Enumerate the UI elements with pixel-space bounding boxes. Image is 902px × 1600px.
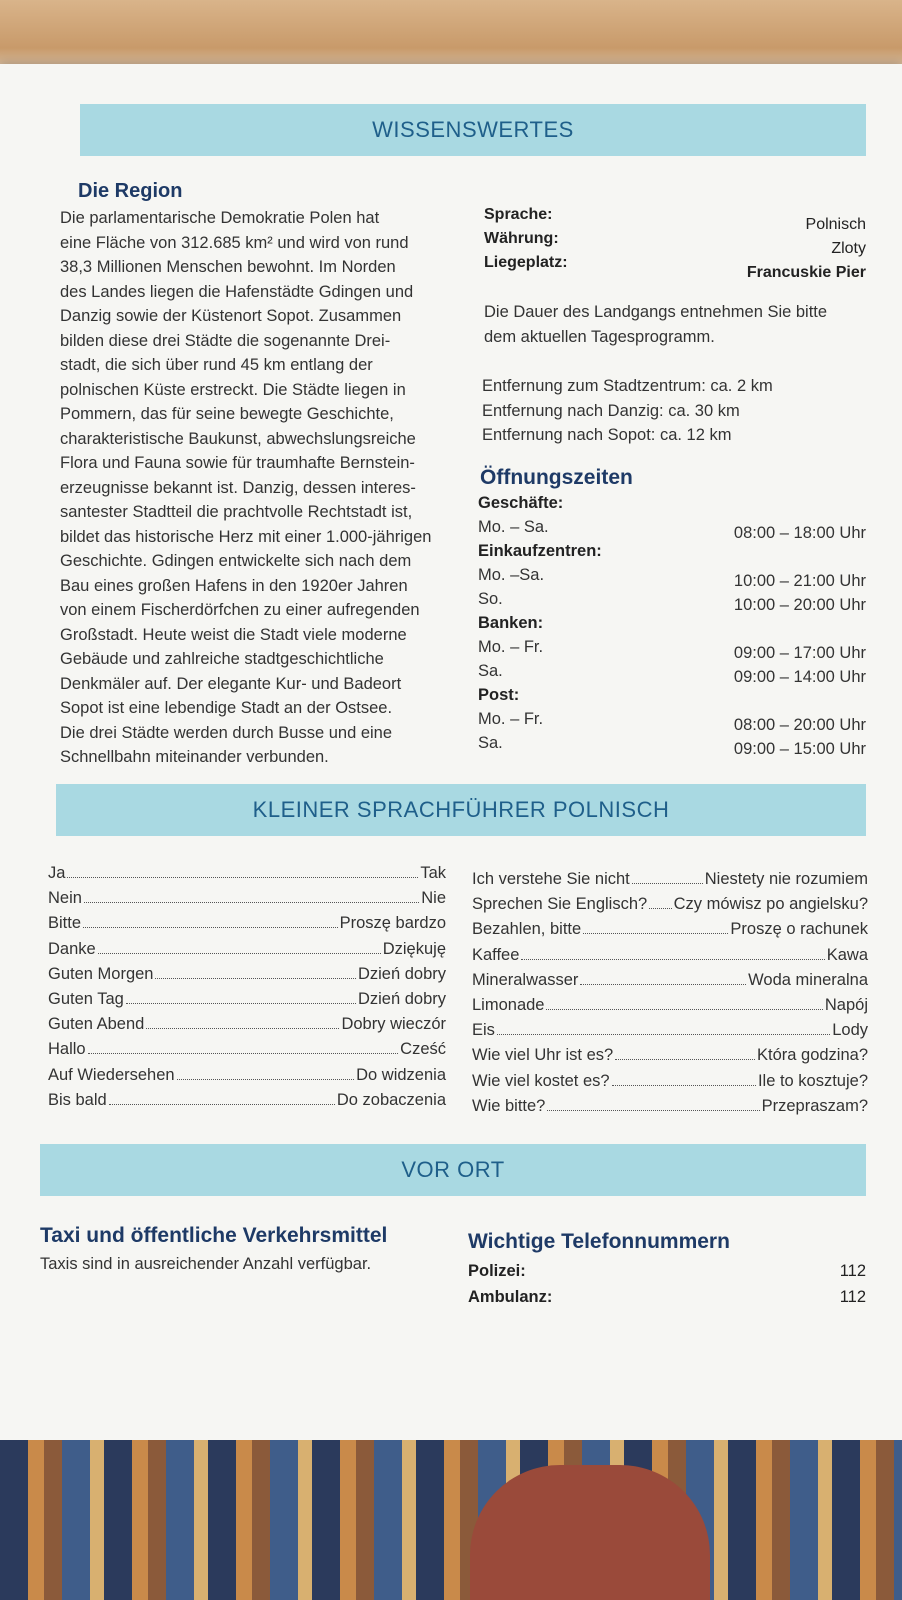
phrase-row	[472, 920, 868, 939]
region-text-line: Großstadt. Heute weist die Stadt viele moderne	[60, 625, 407, 644]
dot-leader	[109, 1104, 335, 1105]
sprache-value: Polnisch	[805, 216, 866, 233]
region-text-line: Schnellbahn miteinander verbunden.	[60, 748, 329, 766]
phrase-row	[48, 1040, 446, 1059]
phrase-polish: Lody	[832, 1021, 868, 1040]
hours-time: 09:00 – 14:00 Uhr	[733, 668, 866, 686]
dot-leader	[546, 1009, 822, 1010]
phrase-german: Guten Morgen	[48, 964, 154, 983]
phrase-row	[48, 889, 446, 908]
sprache-label: Sprache:	[484, 206, 553, 223]
hours-days: Sa.	[478, 662, 503, 680]
phrase-german: Wie viel kostet es?	[472, 1071, 610, 1090]
phrase-polish: Czy mówisz po angielsku?	[673, 895, 868, 914]
hours-row	[478, 662, 866, 686]
phrase-polish: Cześć	[400, 1040, 446, 1059]
dot-leader	[98, 953, 381, 954]
dot-leader	[155, 978, 355, 979]
hours-time: 10:00 – 21:00 Uhr	[733, 572, 866, 590]
region-text-line: Geschichte. Gdingen entwickelte sich nach dem	[60, 552, 412, 570]
phrase-polish: Dziękuję	[382, 939, 446, 958]
region-text-line: Danzig sowie der Küstenort Sopot. Zusammen	[60, 307, 402, 325]
region-text-line: santester Stadtteil die prachtvolle Rechtstadt ist,	[60, 503, 413, 521]
region-text-line: stadt, die sich über rund 45 km entlang der	[60, 356, 373, 374]
dot-leader	[146, 1028, 339, 1029]
phrase-polish: Dzień dobry	[357, 990, 446, 1008]
phrase-polish: Tak	[420, 864, 446, 882]
phrase-row	[48, 965, 446, 984]
phrase-row	[472, 870, 868, 889]
hours-row	[478, 710, 866, 734]
region-text-line: Die parlamentarische Demokratie Polen hat	[60, 209, 380, 227]
region-text-line: charakteristische Baukunst, abwechslungsreiche	[60, 429, 416, 448]
dot-leader	[126, 1003, 356, 1004]
region-title: Die Region	[78, 180, 183, 202]
phones-title: Wichtige Telefonnummern	[468, 1230, 730, 1253]
phrase-row	[48, 1091, 446, 1110]
phrase-german: Guten Abend	[48, 1015, 145, 1034]
phrase-row	[472, 895, 868, 914]
dot-leader	[612, 1085, 756, 1086]
phrase-german: Ja	[48, 864, 66, 882]
entfernung-list	[482, 374, 864, 448]
region-text-line: bildet das historische Herz mit einer 1.000-jährigen	[60, 527, 432, 546]
dot-leader	[83, 927, 338, 928]
phrase-polish: Woda mineralna	[748, 970, 868, 989]
phrase-polish: Kawa	[826, 945, 868, 964]
phrase-row	[48, 1015, 446, 1034]
phrase-german: Guten Tag	[48, 990, 124, 1008]
foot-photo	[470, 1465, 710, 1600]
section-header-wissenswertes: WISSENSWERTES	[80, 104, 866, 156]
hours-time: 09:00 – 15:00 Uhr	[733, 740, 866, 758]
phrase-polish: Dzień dobry	[357, 964, 446, 983]
phrase-german: Wie bitte?	[472, 1096, 546, 1115]
dot-leader	[615, 1059, 755, 1060]
dot-leader	[632, 883, 703, 884]
hours-days: So.	[478, 590, 503, 608]
hours-days: Mo. –Sa.	[478, 566, 545, 584]
phrase-polish: Ile to kosztuje?	[757, 1071, 868, 1090]
phrase-row	[472, 971, 868, 990]
region-text-line: Pommern, das für seine bewegte Geschichte,	[60, 405, 394, 423]
region-text-line: eine Fläche von 312.685 km² und wird von rund	[60, 233, 409, 252]
liegeplatz-value: Francuskie Pier	[746, 264, 866, 281]
phrase-german: Danke	[48, 939, 96, 958]
phrase-row	[48, 940, 446, 959]
hours-days: Mo. – Sa.	[478, 518, 549, 536]
phrase-row	[472, 1021, 868, 1040]
info-waehrung	[484, 230, 866, 257]
region-text-line: bilden diese drei Städte die sogenannte Drei-	[60, 331, 391, 350]
region-text-line: Flora und Fauna sowie für traumhafte Bernstein-	[60, 454, 415, 472]
phrase-row	[48, 864, 446, 883]
hours-row	[478, 566, 866, 590]
phrase-german: Hallo	[48, 1040, 86, 1059]
phrase-polish: Proszę o rachunek	[730, 920, 868, 939]
region-text-line: polnischen Küste erstreckt. Die Städte liegen in	[60, 380, 406, 399]
region-text-line: 38,3 Millionen Menschen bewohnt. Im Norden	[60, 258, 396, 276]
phrase-german: Bitte	[48, 914, 82, 933]
waehrung-value: Zloty	[831, 240, 866, 257]
polizei-label: Polizei:	[468, 1262, 526, 1280]
region-text-line: Die drei Städte werden durch Busse und eine	[60, 723, 393, 742]
landgang-text	[484, 300, 866, 349]
phone-ambulanz	[468, 1288, 866, 1307]
region-text-line: Denkmäler auf. Der elegante Kur- und Badeort	[60, 674, 402, 693]
hours-time: 08:00 – 20:00 Uhr	[733, 716, 866, 734]
dot-leader	[497, 1034, 830, 1035]
hours-row	[478, 734, 866, 758]
hours-group-label: Einkaufzentren:	[478, 542, 602, 560]
ambulanz-value: 112	[839, 1288, 866, 1306]
phrase-row	[48, 990, 446, 1009]
phrase-row	[48, 914, 446, 933]
region-text-line: des Landes liegen die Hafenstädte Gdingen und	[60, 282, 414, 301]
region-text-line: erzeugnisse bekannt ist. Danzig, dessen interes-	[60, 478, 416, 497]
phrase-polish: Do widzenia	[356, 1065, 446, 1084]
dot-leader	[84, 902, 419, 903]
phrase-polish: Nie	[421, 889, 446, 908]
phrase-polish: Która godzina?	[757, 1046, 868, 1065]
phrase-row	[472, 996, 868, 1015]
region-text-line: Sopot ist eine lebendige Stadt an der Ostsee.	[60, 699, 393, 717]
waehrung-label: Währung:	[484, 230, 559, 247]
entfernung-line: Entfernung nach Sopot: ca. 12 km	[482, 426, 732, 444]
hours-group-label: Banken:	[478, 614, 544, 632]
region-text-line: Bau eines großen Hafens in den 1920er Jahren	[60, 576, 408, 595]
region-text-line: von einem Fischerdörfchen zu einer aufregenden	[60, 601, 420, 619]
dot-leader	[649, 908, 671, 909]
hours-days: Mo. – Fr.	[478, 638, 544, 656]
info-sprache	[484, 206, 866, 233]
hours-row	[478, 518, 866, 542]
info-liegeplatz	[484, 254, 866, 281]
section-header-sprachfuehrer: KLEINER SPRACHFÜHRER POLNISCH	[56, 784, 866, 836]
region-text-line: Gebäude und zahlreiche stadtgeschichtliche	[60, 650, 384, 668]
taxi-title: Taxi und öffentliche Verkehrsmittel	[40, 1224, 388, 1247]
phrase-german: Mineralwasser	[472, 970, 579, 989]
phrase-german: Limonade	[472, 996, 545, 1014]
phrase-polish: Do zobaczenia	[336, 1090, 446, 1109]
taxi-text: Taxis sind in ausreichender Anzahl verfügbar.	[40, 1255, 372, 1273]
dot-leader	[583, 933, 728, 934]
dot-leader	[547, 1110, 759, 1111]
phrase-german: Wie viel Uhr ist es?	[472, 1046, 614, 1065]
section-header-vor-ort: VOR ORT	[40, 1144, 866, 1196]
polizei-value: 112	[839, 1262, 866, 1280]
hours-time: 09:00 – 17:00 Uhr	[733, 644, 866, 662]
phrase-row	[48, 1066, 446, 1085]
hours-days: Mo. – Fr.	[478, 710, 544, 728]
hours-time: 08:00 – 18:00 Uhr	[733, 524, 866, 542]
phrase-german: Sprechen Sie Englisch?	[472, 895, 648, 914]
entfernung-line: Entfernung nach Danzig: ca. 30 km	[482, 401, 740, 420]
liegeplatz-label: Liegeplatz:	[484, 254, 568, 271]
region-text	[60, 206, 460, 770]
phrase-polish: Proszę bardzo	[339, 914, 446, 933]
fabric-background	[0, 1440, 902, 1600]
phrase-german: Kaffee	[472, 945, 520, 964]
phrase-german: Eis	[472, 1021, 495, 1040]
phrase-german: Bezahlen, bitte	[472, 920, 582, 939]
dot-leader	[67, 877, 418, 878]
phrase-german: Nein	[48, 889, 82, 908]
dot-leader	[521, 959, 824, 960]
phrase-polish: Niestety nie rozumiem	[704, 870, 868, 888]
hours-row	[478, 638, 866, 662]
dot-leader	[177, 1079, 355, 1080]
phrase-polish: Dobry wieczór	[341, 1015, 446, 1034]
phrase-row	[472, 946, 868, 965]
hours-days: Sa.	[478, 734, 503, 752]
hours-group-label: Geschäfte:	[478, 494, 564, 512]
phone-polizei	[468, 1262, 866, 1281]
entfernung-line: Entfernung zum Stadtzentrum: ca. 2 km	[482, 377, 773, 395]
phrase-row	[472, 1072, 868, 1091]
phrase-german: Bis bald	[48, 1090, 107, 1109]
hours-group-label: Post:	[478, 686, 520, 704]
phrase-german: Ich verstehe Sie nicht	[472, 870, 630, 888]
phrase-row	[472, 1097, 868, 1116]
hours-title: Öffnungszeiten	[480, 466, 633, 489]
dot-leader	[580, 984, 746, 985]
phrase-polish: Napój	[824, 996, 868, 1014]
phrase-german: Auf Wiedersehen	[48, 1065, 175, 1084]
phrase-polish: Przepraszam?	[761, 1096, 868, 1115]
hours-row	[478, 590, 866, 614]
landgang-line: dem aktuellen Tagesprogramm.	[484, 327, 715, 346]
phrase-row	[472, 1046, 868, 1065]
hours-time: 10:00 – 20:00 Uhr	[733, 596, 866, 614]
dot-leader	[88, 1053, 399, 1054]
landgang-line: Die Dauer des Landgangs entnehmen Sie bitte	[484, 303, 828, 321]
ambulanz-label: Ambulanz:	[468, 1288, 553, 1306]
